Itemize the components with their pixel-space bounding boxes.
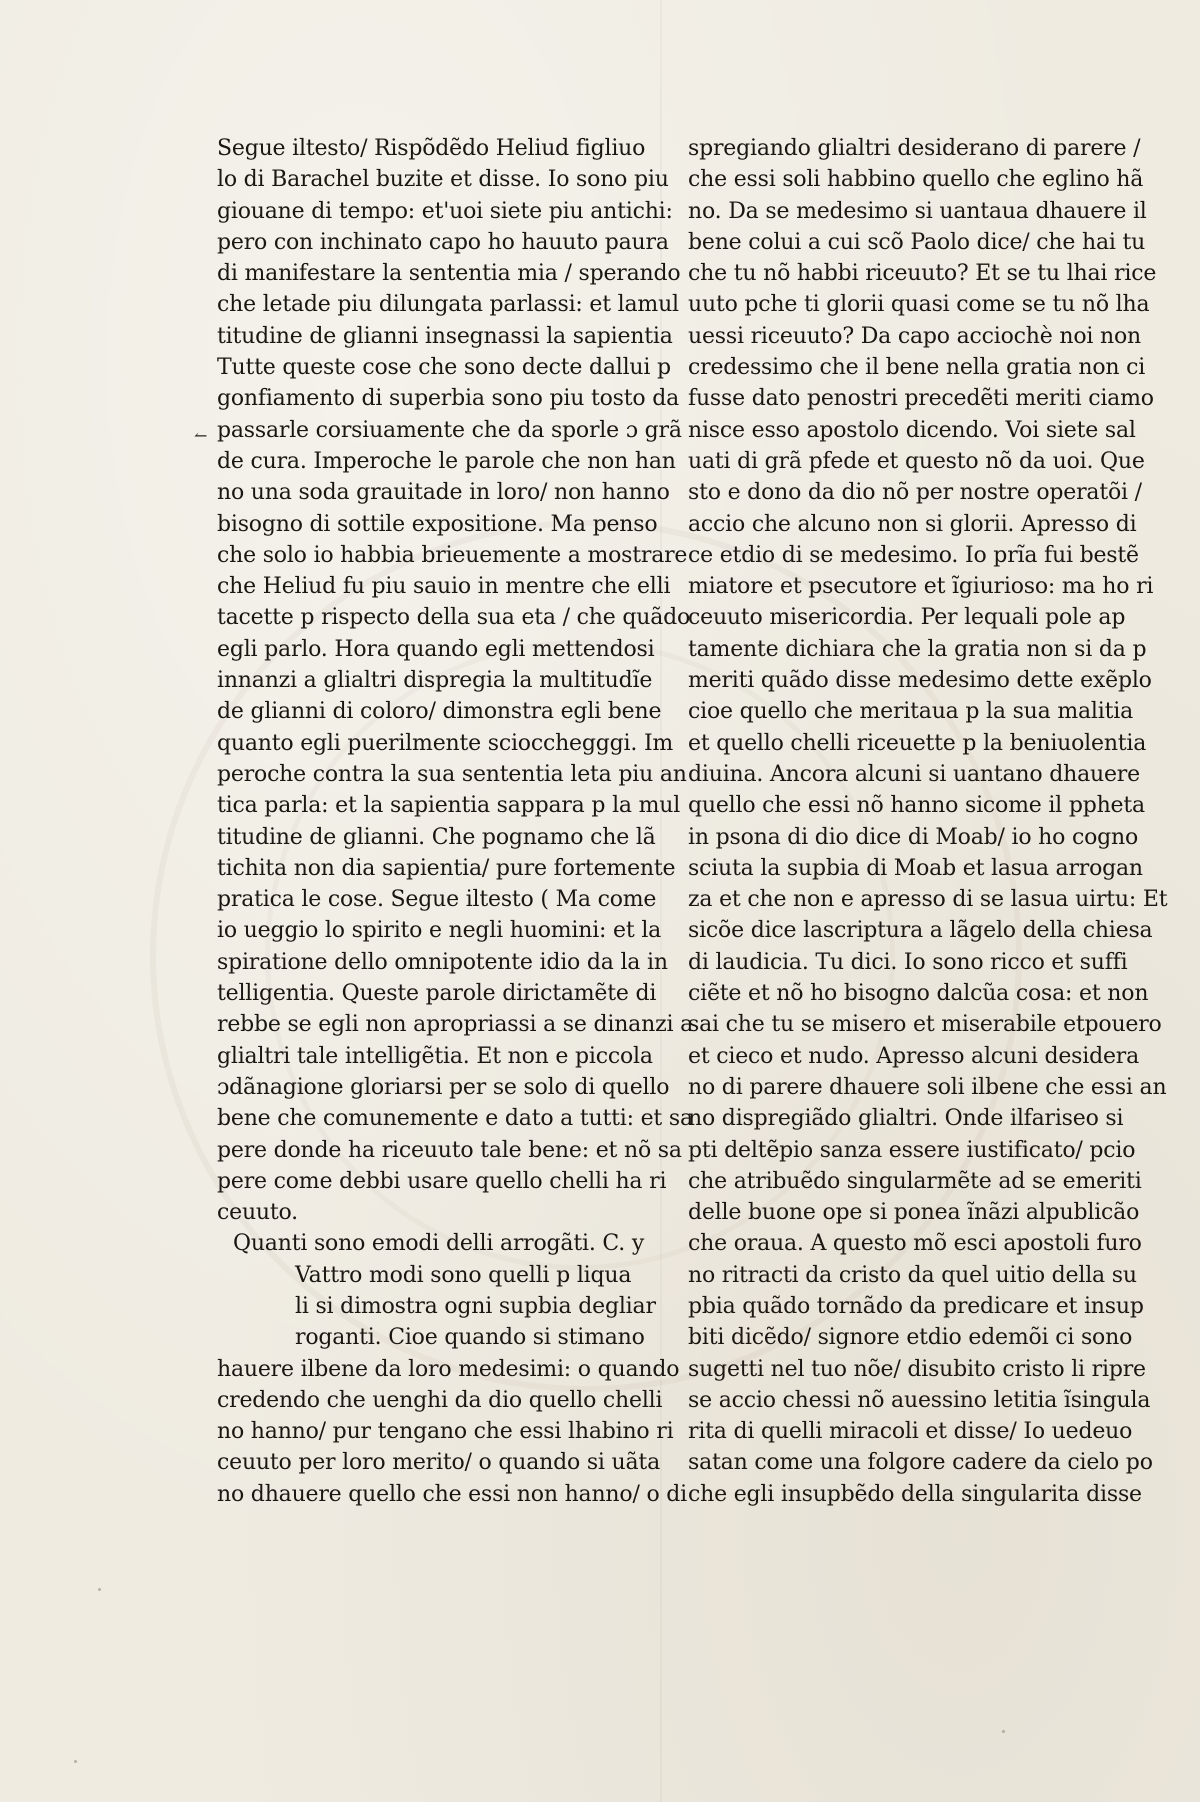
right-column-line: credessimo che il bene nella gratia non ci	[688, 355, 1146, 381]
right-column-line: che egli insupbẽdo della singularita disse	[688, 1481, 1142, 1507]
right-column-line: che tu nõ habbi riceuuto? Et se tu lhai rice	[688, 261, 1157, 287]
left-column-line: titudine de glianni insegnassi la sapientia	[217, 323, 673, 349]
right-column-line: no dispregiãdo glialtri. Onde ilfariseo si	[688, 1106, 1124, 1132]
left-column-line: Segue iltesto/ Rispõdẽdo Heliud figliuo	[217, 136, 646, 161]
left-column-line: giouane di tempo: et'uoi siete piu antichi:	[217, 198, 673, 224]
right-column-line: cioe quello che meritaua p la sua malitia	[688, 699, 1134, 725]
right-column-line: ce etdio di se medesimo. Io prĩa fui bestẽ	[688, 542, 1139, 568]
right-column-line: ciẽte et nõ ho bisogno dalcũa cosa: et non	[688, 981, 1149, 1007]
right-column-line: tamente dichiara che la gratia non si da p	[688, 636, 1147, 662]
left-column-line: glialtri tale intelligẽtia. Et non e piccola	[217, 1043, 653, 1069]
left-column-line: tichita non dia sapientia/ pure fortemente	[217, 855, 676, 881]
right-column-line: sicõe dice lascriptura a lãgelo della chiesa	[688, 918, 1153, 944]
left-column-line: bene che comunemente e dato a tutti: et sa	[217, 1106, 693, 1132]
right-column-line: di laudicia. Tu dici. Io sono ricco et suffi	[688, 949, 1128, 975]
right-column-line: pti deltẽpio sanza essere iustificato/ pcio	[688, 1137, 1136, 1163]
right-column-line: et cieco et nudo. Apresso alcuni desidera	[688, 1043, 1140, 1069]
left-column-line: Vattro modi sono quelli p liqua	[295, 1262, 632, 1288]
left-column-line: no una soda grauitade in loro/ non hanno	[217, 480, 670, 506]
right-column-line: sugetti nel tuo nõe/ disubito cristo li ripre	[688, 1356, 1146, 1382]
left-column-line: hauere ilbene da loro medesimi: o quando	[217, 1356, 680, 1382]
right-column-line: accio che alcuno non si glorii. Apresso di	[688, 511, 1137, 537]
left-column-line: che Heliud fu piu sauio in mentre che elli	[217, 574, 671, 600]
left-column-line: rebbe se egli non apropriassi a se dinanzi a	[217, 1012, 694, 1038]
right-column-line: no. Da se medesimo si uantaua dhauere il	[688, 198, 1147, 224]
left-column-line: io ueggio lo spirito e negli huomini: et la	[217, 918, 662, 944]
left-column-line: telligentia. Queste parole dirictamẽte di	[217, 981, 657, 1007]
right-column-line: che oraua. A questo mõ esci apostoli furo	[688, 1231, 1142, 1257]
left-text-column	[217, 133, 694, 1510]
left-column-line: passarle corsiuamente che da sporle ɔ grã	[217, 417, 682, 443]
right-column-line: che essi soli habbino quello che eglino hã	[688, 167, 1144, 193]
right-column-line: biti dicẽdo/ signore etdio edemõi ci sono	[688, 1325, 1133, 1351]
left-column-line: Quanti sono emodi delli arrogãti. C. y	[233, 1231, 645, 1257]
left-column-line: pratica le cose. Segue iltesto ( Ma come	[217, 887, 657, 913]
left-column-line: li si dimostra ogni supbia degliar	[295, 1293, 656, 1319]
left-column-line: peroche contra la sua sententia leta piu an	[217, 761, 687, 787]
left-column-line: innanzi a glialtri dispregia la multitudĩe	[217, 668, 653, 694]
left-column-line: de cura. Imperoche le parole che non han	[217, 448, 676, 474]
left-column-line: roganti. Cioe quando si stimano	[295, 1325, 645, 1351]
left-column-line: che solo io habbia brieuemente a mostrare	[217, 542, 688, 568]
right-column-line: satan come una folgore cadere da cielo po	[688, 1450, 1153, 1476]
right-column-line: nisce esso apostolo dicendo. Voi siete sal	[688, 417, 1136, 443]
right-column-line: fusse dato penostri precedẽti meriti ciamo	[688, 386, 1154, 412]
right-column-line: uessi riceuuto? Da capo acciochè noi non	[688, 323, 1141, 349]
left-column-line: pero con inchinato capo ho hauuto paura	[217, 229, 669, 255]
left-column-line: pere donde ha riceuuto tale bene: et nõ sa	[217, 1137, 682, 1163]
right-column-line: sai che tu se misero et miserabile etpouero	[688, 1012, 1162, 1038]
left-column-line: spiratione dello omnipotente idio da la in	[217, 949, 668, 975]
left-column-line: ceuuto.	[217, 1200, 298, 1226]
left-column-line: Tutte queste cose che sono decte dallui p	[217, 355, 671, 381]
right-column-line: spregiando glialtri desiderano di parere /	[688, 136, 1141, 161]
left-column-line: ɔdãnagione gloriarsi per se solo di quello	[217, 1074, 670, 1100]
right-column-line: bene colui a cui scõ Paolo dice/ che hai tu	[688, 229, 1146, 255]
right-column-line: uuto pche ti glorii quasi come se tu nõ lha	[688, 292, 1150, 318]
paper-speck	[74, 1760, 77, 1763]
right-column-line: uati di grã pfede et questo nõ da uoi. Que	[688, 448, 1145, 474]
right-column-line: sto e dono da dio nõ per nostre operatõi /	[688, 480, 1142, 506]
right-column-line: pbia quãdo tornãdo da predicare et insup	[688, 1293, 1144, 1319]
right-column-line: rita di quelli miracoli et disse/ Io uedeuo	[688, 1419, 1133, 1445]
left-column-line: tacette p rispecto della sua eta / che quãdo	[217, 605, 691, 631]
right-column-line: diuina. Ancora alcuni si uantano dhauere	[688, 761, 1140, 787]
paper-speck	[1002, 1730, 1005, 1733]
right-column-line: delle buone ope si ponea ĩnãzi alpublicão	[688, 1200, 1140, 1226]
right-column-line: no ritracti da cristo da quel uitio della su	[688, 1262, 1137, 1288]
left-column-line: ceuuto per loro merito/ o quando si uãta	[217, 1450, 660, 1476]
left-column-line: tica parla: et la sapientia sappara p la mul	[217, 793, 681, 819]
right-column-line: ceuuto misericordia. Per lequali pole ap	[688, 605, 1126, 631]
right-column-line: et quello chelli riceuette p la beniuolentia	[688, 730, 1147, 756]
right-column-line: za et che non e apresso di se lasua uirtu: Et	[688, 887, 1168, 913]
left-column-line: bisogno di sottile expositione. Ma penso	[217, 511, 658, 537]
left-column-line: titudine de glianni. Che pognamo che lã	[217, 824, 656, 850]
right-column-line: meriti quãdo disse medesimo dette exẽplo	[688, 668, 1152, 694]
right-column-line: che atribuẽdo singularmẽte ad se emeriti	[688, 1168, 1142, 1194]
left-column-line: di manifestare la sententia mia / sperando	[217, 261, 681, 287]
left-column-line: egli parlo. Hora quando egli mettendosi	[217, 636, 655, 662]
right-text-column	[688, 133, 1168, 1510]
left-column-line: gonfiamento di superbia sono piu tosto da	[217, 386, 680, 412]
right-column-line: sciuta la supbia di Moab et lasua arrogan	[688, 855, 1143, 881]
left-column-line: credendo che uenghi da dio quello chelli	[217, 1387, 663, 1413]
right-column-line: in psona di dio dice di Moab/ io ho cogno	[688, 824, 1139, 850]
right-column-line: quello che essi nõ hanno sicome il ppheta	[688, 793, 1145, 819]
left-column-line: no hanno/ pur tengano che essi lhabino ri	[217, 1419, 674, 1445]
left-column-line: de glianni di coloro/ dimonstra egli bene	[217, 699, 662, 725]
left-column-line: no dhauere quello che essi non hanno/ o di	[217, 1481, 688, 1507]
left-column-line: pere come debbi usare quello chelli ha ri	[217, 1168, 667, 1194]
right-column-line: miatore et psecutore et ĩgiurioso: ma ho ri	[688, 574, 1154, 600]
left-column-line: lo di Barachel buzite et disse. Io sono piu	[217, 167, 669, 193]
left-column-line: quanto egli puerilmente sciocchegggi. Im	[217, 730, 674, 756]
margin-marker: ↼	[194, 426, 208, 445]
left-column-line: che letade piu dilungata parlassi: et lamul	[217, 292, 679, 318]
right-column-line: no di parere dhauere soli ilbene che essi an	[688, 1074, 1167, 1100]
right-column-line: se accio chessi nõ auessino letitia ĩsingula	[688, 1387, 1151, 1413]
paper-speck	[98, 1588, 101, 1591]
